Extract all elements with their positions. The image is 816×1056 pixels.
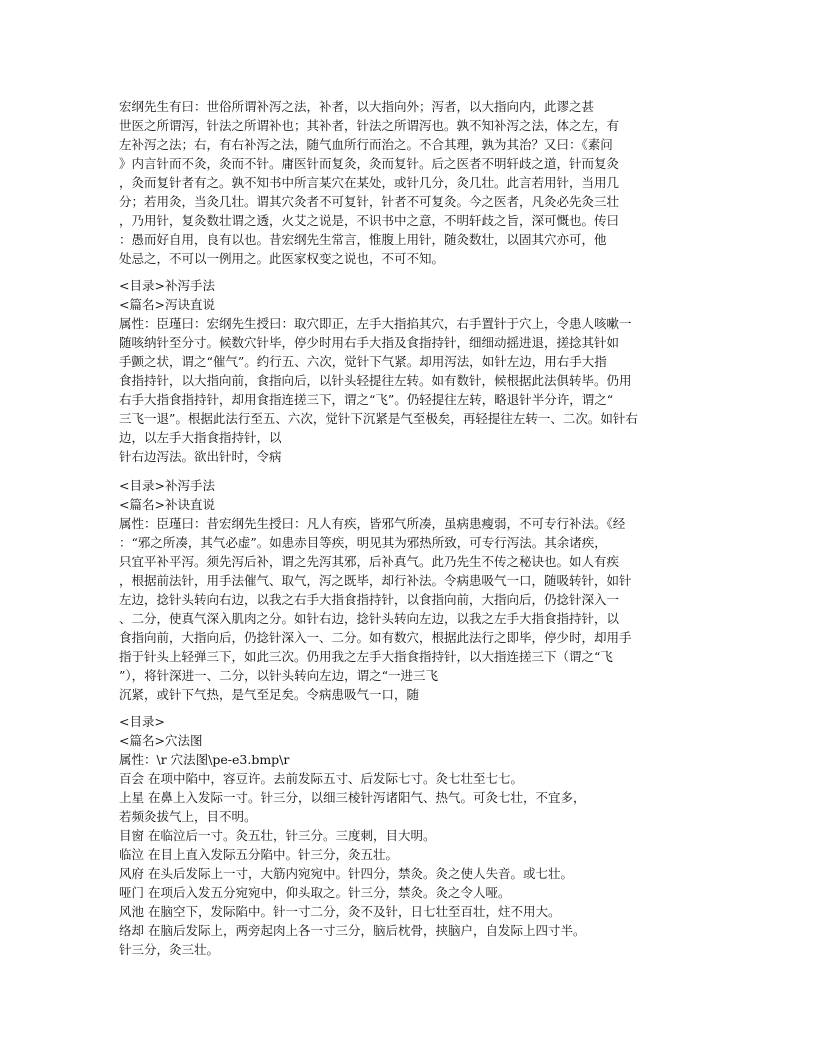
text-line: 随咳纳针至分寸。候数穴针毕，停少时用右手大指及食指持针，细细动摇进退，搓捻其针如: [119, 335, 620, 350]
text-line: ：愚而好自用，良有以也。昔宏纲先生常言，惟腹上用针，随灸数壮，以固其穴亦可，他: [119, 232, 607, 247]
text-line: 三飞一退”。根据此法行至五、六次，觉针下沉紧是气至极矣，再轻提往左转一、二次。如针右: [119, 411, 638, 426]
chapter-title: <篇名>泻诀直说: [119, 297, 215, 312]
text-line: ，乃用针，复灸数壮谓之透，火艾之说是，不识书中之意，不明轩歧之旨，深可慨也。传曰: [119, 213, 620, 228]
acupoint-entry: 上星 在鼻上入发际一寸。针三分，以细三棱针泻诸阳气、热气。可灸七壮，不宜多，: [119, 790, 586, 805]
text-line: ，根据前法针，用手法催气、取气，泻之既毕，却行补法。令病患吸气一口，随吸转针，如针: [119, 573, 632, 588]
acupoint-entry: 临泣 在目上直入发际五分陷中。针三分，灸五壮。: [119, 847, 398, 862]
acupoint-entry: 络却 在脑后发际上，两旁起肉上各一寸三分，脑后枕骨，挟脑户，自发际上四寸半。: [119, 923, 586, 938]
catalog-heading: <目录>补泻手法: [119, 478, 215, 493]
catalog-heading: <目录>补泻手法: [119, 278, 215, 293]
text-line: 处忌之，不可以一例用之。此医家权变之说也，不可不知。: [119, 251, 445, 266]
text-line: 只宜平补平泻。须先泻后补，谓之先泻其邪，后补真气。此乃先生不传之秘诀也。如人有疾: [119, 554, 620, 569]
text-line: 指于针头上轻弹三下，如此三次。仍用我之左手大指食指持针，以大指连搓三下（谓之“飞: [119, 649, 613, 664]
acupoint-entry: 目窗 在临泣后一寸。灸五壮，针三分。三度刺，目大明。: [119, 828, 436, 843]
text-line: 沉紧，或针下气热，是气至足矣。令病患吸气一口，随: [119, 687, 420, 702]
text-line: 左边，捻针头转向右边，以我之右手大指食指持针，以食指向前，大指向后，仍捻针深入一: [119, 592, 620, 607]
intro-paragraph: [119, 97, 699, 268]
section-xie-jue: [119, 276, 699, 466]
text-line: ”），将针深进一、二分，以针头转向左边，谓之“一进三飞: [119, 668, 439, 683]
acupoint-entry: 哑门 在项后入发五分宛宛中，仰头取之。针三分，禁灸。灸之令人哑。: [119, 885, 511, 900]
text-line: ：“邪之所凑，其气必虚”。如患赤目等疾，明见其为邪热所致，可专行泻法。其余诸疾，: [119, 535, 607, 550]
chapter-title: <篇名>穴法图: [119, 733, 203, 748]
text-line: 边，以左手大指食指持针，以: [119, 430, 282, 445]
text-line: 食指向前，大指向后，仍捻针深入一、二分。如有数穴，根据此法行之即毕，停少时，却用手: [119, 630, 632, 645]
text-line: 属性：臣瑾曰：昔宏纲先生授曰：凡人有疾，皆邪气所凑，虽病患瘦弱，不可专行补法。《经: [119, 516, 626, 531]
attribute-line: 属性：\r 穴法图\pe-e3.bmp\r: [119, 752, 290, 767]
acupoint-entry: 风府 在头后发际上一寸，大筋内宛宛中。针四分，禁灸。灸之使人失音。或七壮。: [119, 866, 573, 881]
section-bu-jue: [119, 476, 699, 704]
text-line: 针右边泻法。欲出针时，令病: [119, 449, 282, 464]
text-line: 属性：臣瑾曰：宏纲先生授曰：取穴即正，左手大指掐其穴，右手置针于穴上，令患人咳嗽一: [119, 316, 632, 331]
text-line: 若频灸拔气上，目不明。: [119, 809, 257, 824]
text-line: 左补泻之法；右，有右补泻之法，随气血所行而治之。不合其理，孰为其治？又曰：《素问: [119, 137, 613, 152]
acupoint-entry: 百会 在项中陷中，容豆许。去前发际五寸、后发际七寸。灸七壮至七七。: [119, 771, 523, 786]
text-line: 针三分，灸三壮。: [119, 942, 220, 957]
text-line: 右手大指食指持针，却用食指连搓三下，谓之“飞”。仍轻提往左转，略退针半分许，谓之“: [119, 392, 614, 407]
text-line: 宏纲先生有曰：世俗所谓补泻之法，补者，以大指向外；泻者，以大指向内，此谬之甚: [119, 99, 595, 114]
acupoint-entry: 风池 在脑空下，发际陷中。针一寸二分，灸不及针，日七壮至百壮，炷不用大。: [119, 904, 561, 919]
chapter-title: <篇名>补诀直说: [119, 497, 215, 512]
section-xue-fa-tu: [119, 712, 699, 959]
text-line: 世医之所谓泻，针法之所谓补也；其补者，针法之所谓泻也。孰不知补泻之法，体之左，有: [119, 118, 620, 133]
text-line: 》内言针而不灸，灸而不针。庸医针而复灸，灸而复针。后之医者不明轩歧之道，针而复灸: [119, 156, 620, 171]
text-line: 分；若用灸，当灸几壮。谓其穴灸者不可复针，针者不可复灸。今之医者，凡灸必先灸三壮: [119, 194, 620, 209]
text-line: 、二分，使真气深入肌肉之分。如针右边，捻针头转向左边，以我之左手大指食指持针，以: [119, 611, 620, 626]
text-line: 食指持针，以大指向前，食指向后，以针头轻提往左转。如有数针，候根据此法俱转毕。仍用: [119, 373, 632, 388]
text-line: 手颤之状，谓之“催气”。约行五、六次，觉针下气紧。却用泻法，如针左边，用右手大指: [119, 354, 607, 369]
catalog-heading: <目录>: [119, 714, 165, 729]
text-line: ，灸而复针者有之。孰不知书中所言某穴在某处，或针几分，灸几壮。此言若用针，当用几: [119, 175, 620, 190]
